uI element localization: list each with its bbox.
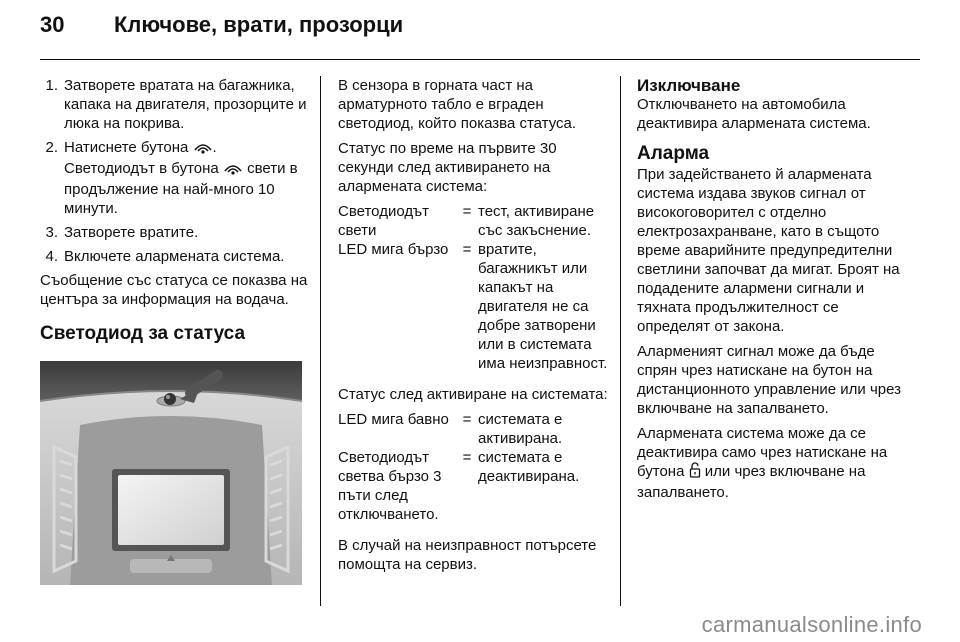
- equals-sign: =: [462, 203, 472, 220]
- info-paragraph: Статус по време на първите 30 секунди след активирането на алармената система:: [338, 140, 557, 195]
- column-middle: [338, 76, 610, 580]
- info-paragraph: В случай на неизправност потърсете помощта на сервиз.: [338, 537, 597, 573]
- header-rule: [40, 59, 920, 60]
- unlock-icon: [689, 462, 701, 483]
- status-key: Светодиодът светва бързо 3 пъти след отключването.: [338, 449, 442, 523]
- table-row: [338, 202, 610, 240]
- step-number: 2.: [45, 139, 58, 156]
- list-item: [40, 138, 308, 218]
- status-value: тест, активиране със закъснение.: [478, 203, 595, 239]
- paragraph-part: или чрез включване на запалването.: [637, 463, 866, 501]
- info-paragraph: При задействането й алармената система издава звуков сигнал от високоговорител с отделно електрозахранване, като в същото време аварийните предупредителни светлини започват да мигат. Броят на подадените алармени сигнали и тяхната продължителност се определят от закона.: [637, 166, 900, 335]
- page-title: Ключове, врати, прозорци: [114, 12, 404, 37]
- table-row: [338, 410, 610, 448]
- list-item: [40, 76, 308, 133]
- info-paragraph: Съобщение със статуса се показва на центъра за информация на водача.: [40, 272, 308, 308]
- status-key: Светодиодът свети: [338, 203, 430, 239]
- info-paragraph: Статус след активиране на системата:: [338, 386, 608, 403]
- column-right: [637, 76, 907, 508]
- info-paragraph: [637, 424, 907, 502]
- table-row: [338, 240, 610, 373]
- step-text-part: свети в продължение на най-много 10 минути.: [64, 160, 298, 217]
- list-item: [40, 247, 308, 266]
- section-heading: Изключване: [637, 76, 741, 95]
- status-table-after: [338, 410, 610, 524]
- alarm-signal-icon: [223, 161, 243, 180]
- equals-sign: =: [462, 241, 472, 258]
- status-value: вратите, багажникът или капакът на двигателя не са добре затворени или в системата има неизправност.: [478, 241, 608, 372]
- step-text-part: . Светодиодът в бутона: [64, 139, 223, 177]
- paragraph-part: Алармената система може да се деактивира само чрез натискане на бутона: [637, 425, 888, 480]
- status-key: LED мига бързо: [338, 241, 449, 258]
- status-table-initial: [338, 202, 610, 373]
- dashboard-status-led-photo: [40, 361, 302, 585]
- column-divider: [620, 76, 621, 606]
- status-value: системата е активирана.: [478, 411, 563, 447]
- list-item: [40, 223, 308, 242]
- step-text-part: Натиснете бутона: [64, 139, 193, 156]
- step-number: 1.: [45, 77, 58, 94]
- steps-list: [40, 76, 308, 266]
- section-heading: Светодиод за статуса: [40, 323, 246, 344]
- column-left: [40, 76, 308, 585]
- column-divider: [320, 76, 321, 606]
- status-key: LED мига бавно: [338, 411, 449, 428]
- page-number: 30: [40, 12, 65, 37]
- step-text: Включете алармената система.: [64, 248, 285, 265]
- table-row: [338, 448, 610, 524]
- step-text: [64, 138, 308, 218]
- equals-sign: =: [462, 449, 472, 466]
- section-heading: Аларма: [637, 143, 710, 164]
- step-text: Затворете вратата на багажника, капака на двигателя, прозорците и люка на покрива.: [64, 77, 307, 132]
- status-value: системата е деактивирана.: [478, 449, 580, 485]
- step-number: 4.: [45, 248, 58, 265]
- info-paragraph: Алармeният сигнал може да бъде спрян чрез натискане на бутон на дистанционното управление или чрез включване на запалването.: [637, 343, 901, 417]
- watermark: carmanualsonline.info: [701, 612, 922, 637]
- info-paragraph: Отключването на автомобила деактивира алармената система.: [637, 96, 871, 132]
- step-text: Затворете вратите.: [64, 224, 199, 241]
- equals-sign: =: [462, 411, 472, 428]
- step-number: 3.: [45, 224, 58, 241]
- alarm-signal-icon: [193, 140, 213, 159]
- info-paragraph: В сензора в горната част на арматурното табло е вграден светодиод, който показва статуса.: [338, 77, 577, 132]
